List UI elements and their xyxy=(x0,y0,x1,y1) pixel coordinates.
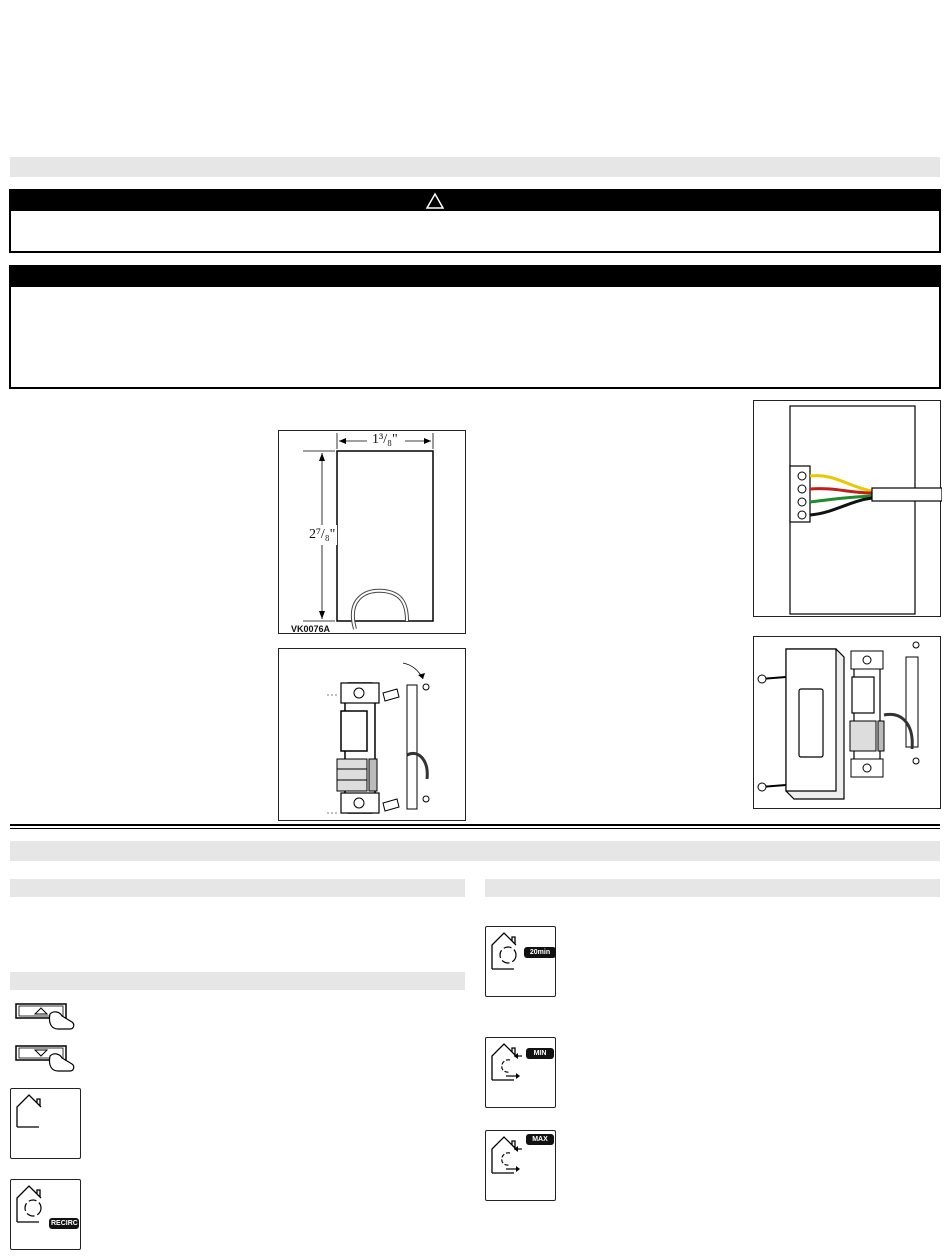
timer-tag: 20min xyxy=(524,947,556,958)
figure-code-label: VK0076A xyxy=(291,624,331,634)
down-arrow-button-icon xyxy=(14,1044,76,1074)
display-recirc xyxy=(10,1179,81,1250)
height-dimension-label: 2⁷/₈" xyxy=(309,527,336,542)
caution-header xyxy=(11,267,939,287)
warning-header xyxy=(11,191,939,211)
display-max xyxy=(485,1130,556,1201)
display-min xyxy=(485,1037,556,1108)
min-tag: MIN xyxy=(526,1048,554,1059)
divider-rule-thin xyxy=(10,828,940,829)
section-header-bar-2 xyxy=(10,841,940,861)
figure-mount-anchors xyxy=(278,648,466,821)
subsection-bar-left-1 xyxy=(10,879,465,897)
divider-rule xyxy=(10,824,940,826)
recirc-tag: RECIRC xyxy=(51,1220,78,1227)
warning-triangle-icon xyxy=(425,192,445,210)
subsection-bar-right-1 xyxy=(485,879,940,897)
house-exhaust-icon xyxy=(488,1040,534,1084)
section-header-bar-1 xyxy=(10,157,940,177)
width-dimension-label: 1³/₈" xyxy=(372,432,398,447)
max-tag: MAX xyxy=(526,1134,554,1145)
figure-wiring xyxy=(753,400,941,617)
figure-dimensions xyxy=(278,430,466,634)
warning-box xyxy=(9,189,941,253)
up-arrow-button-icon xyxy=(14,1002,76,1032)
caution-box xyxy=(9,265,941,389)
subsection-bar-left-2 xyxy=(10,972,465,990)
display-timer-20min xyxy=(485,926,556,997)
display-house-off xyxy=(10,1088,81,1159)
figure-cover-plate xyxy=(753,636,941,809)
house-icon xyxy=(13,1091,53,1129)
